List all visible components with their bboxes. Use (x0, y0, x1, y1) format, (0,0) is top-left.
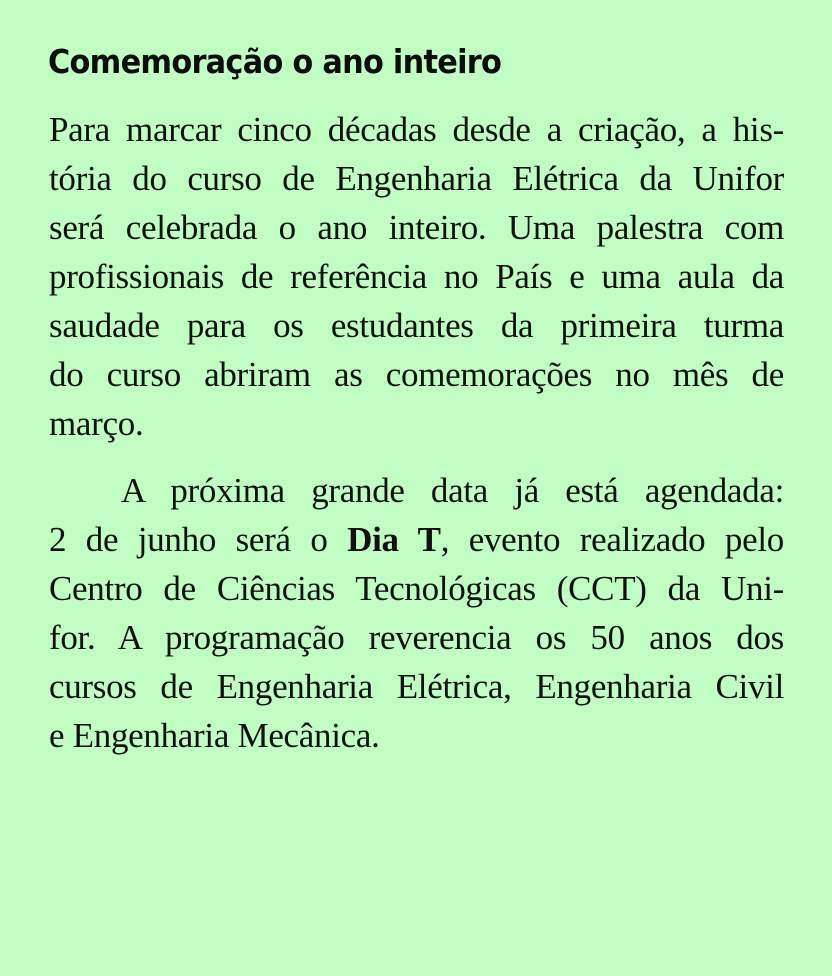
text-line: cursos de Engenharia Elétrica, Engenharia Civil (49, 667, 784, 706)
text-line: do curso abriram as comemorações no mês de (49, 355, 784, 394)
event-name-bold: Dia T (347, 520, 441, 559)
article-body (49, 105, 784, 760)
text-line: será celebrada o ano inteiro. Uma palestra com (49, 208, 784, 247)
text-line: março. (49, 404, 144, 443)
text-line: saudade para os estudantes da primeira turma (49, 306, 784, 345)
text-line: Para marcar cinco décadas desde a criação, a his- (49, 110, 784, 149)
text-line: e Engenharia Mecânica. (49, 716, 380, 755)
text-line: Centro de Ciências Tecnológicas (CCT) da Uni- (49, 569, 784, 608)
paragraph-2 (49, 466, 784, 760)
article-title: Comemoração o ano inteiro (48, 42, 502, 81)
text-line-with-bold (49, 515, 784, 564)
paragraph-1 (49, 105, 784, 448)
text-line: profissionais de referência no País e uma aula da (49, 257, 784, 296)
text-line: tória do curso de Engenharia Elétrica da Unifor (49, 159, 784, 198)
text-run: 2 de junho será o (49, 520, 348, 559)
text-run: , evento realizado pelo (440, 520, 784, 559)
text-line: for. A programação reverencia os 50 anos dos (49, 618, 784, 657)
paragraph-spacer (49, 448, 784, 466)
text-line: A próxima grande data já está agendada: (121, 471, 784, 510)
